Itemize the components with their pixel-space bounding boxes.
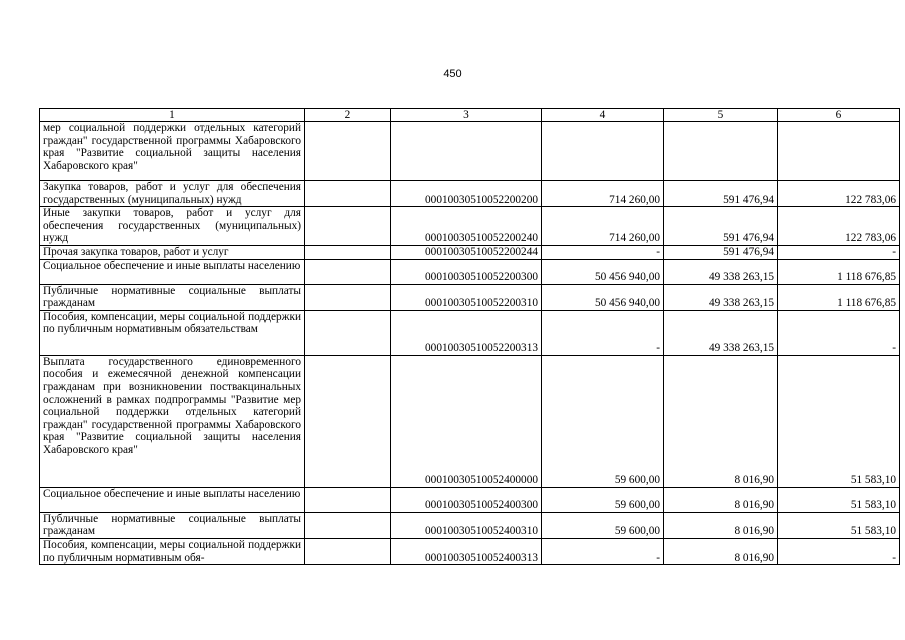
row-code-cell: 00010030510052400310 [391, 512, 542, 538]
row-col4-cell: 714 260,00 [542, 207, 664, 246]
column-header: 4 [542, 109, 664, 122]
row-code-cell: 00010030510052400000 [391, 355, 542, 487]
table-row [40, 245, 900, 259]
row-col6-cell: 122 783,06 [778, 181, 900, 207]
row-name-cell: Закупка товаров, работ и услуг для обеспечения государственных (муниципальных) нужд [40, 181, 305, 207]
table-header-row [40, 109, 900, 122]
row-col6-cell: 122 783,06 [778, 207, 900, 246]
row-col5-cell: 591 476,94 [664, 181, 778, 207]
table-row [40, 355, 900, 487]
row-code-cell: 00010030510052200313 [391, 310, 542, 355]
table-row [40, 181, 900, 207]
row-col4-cell: 59 600,00 [542, 355, 664, 487]
row-col4-cell: 59 600,00 [542, 487, 664, 512]
row-name-cell: Выплата государственного единовременного пособия и ежемесячной денежной компенсации гражданам при возникновении поствакцинальных осложнений в рамках подпрограммы "Развитие мер социальной поддержки отдельных категорий граждан" государственной программы Хабаровского края "Развитие социальной защиты населения Хабаровского края" [40, 355, 305, 487]
row-col2-cell [305, 245, 391, 259]
row-code-cell: 00010030510052400300 [391, 487, 542, 512]
row-col4-cell [542, 122, 664, 181]
table-row [40, 512, 900, 538]
column-header: 2 [305, 109, 391, 122]
row-name-cell: Социальное обеспечение и иные выплаты населению [40, 487, 305, 512]
row-col2-cell [305, 207, 391, 246]
row-col5-cell: 8 016,90 [664, 487, 778, 512]
row-col4-cell: - [542, 538, 664, 564]
table-row [40, 310, 900, 355]
row-col2-cell [305, 310, 391, 355]
row-col5-cell: 49 338 263,15 [664, 284, 778, 310]
row-col6-cell: 51 583,10 [778, 512, 900, 538]
row-col6-cell: - [778, 538, 900, 564]
column-header: 6 [778, 109, 900, 122]
row-code-cell: 00010030510052200240 [391, 207, 542, 246]
row-col6-cell: 51 583,10 [778, 355, 900, 487]
row-col2-cell [305, 487, 391, 512]
row-code-cell [391, 122, 542, 181]
row-col4-cell: 714 260,00 [542, 181, 664, 207]
row-col5-cell: 49 338 263,15 [664, 259, 778, 284]
row-code-cell: 00010030510052200300 [391, 259, 542, 284]
row-col5-cell [664, 122, 778, 181]
row-col6-cell: - [778, 245, 900, 259]
table-row [40, 259, 900, 284]
row-col6-cell [778, 122, 900, 181]
row-col6-cell: - [778, 310, 900, 355]
row-col6-cell: 1 118 676,85 [778, 259, 900, 284]
row-name-cell: Пособия, компенсации, меры социальной поддержки по публичным нормативным обя- [40, 538, 305, 564]
row-code-cell: 00010030510052400313 [391, 538, 542, 564]
row-name-cell: Пособия, компенсации, меры социальной поддержки по публичным нормативным обязательствам [40, 310, 305, 355]
row-col4-cell: - [542, 245, 664, 259]
row-col5-cell: 591 476,94 [664, 245, 778, 259]
table-row [40, 122, 900, 181]
row-name-cell: Прочая закупка товаров, работ и услуг [40, 245, 305, 259]
table-row [40, 538, 900, 564]
row-col5-cell: 49 338 263,15 [664, 310, 778, 355]
row-name-cell: Иные закупки товаров, работ и услуг для обеспечения государственных (муниципальных) нужд [40, 207, 305, 246]
row-col4-cell: 50 456 940,00 [542, 284, 664, 310]
row-col2-cell [305, 512, 391, 538]
row-code-cell: 00010030510052200244 [391, 245, 542, 259]
row-name-cell: Социальное обеспечение и иные выплаты населению [40, 259, 305, 284]
column-header: 3 [391, 109, 542, 122]
row-col2-cell [305, 284, 391, 310]
budget-table [39, 108, 900, 565]
row-name-cell: мер социальной поддержки отдельных категорий граждан" государственной программы Хабаровского края "Развитие социальной защиты населения Хабаровского края" [40, 122, 305, 181]
row-col4-cell: - [542, 310, 664, 355]
column-header: 1 [40, 109, 305, 122]
row-col6-cell: 1 118 676,85 [778, 284, 900, 310]
row-col5-cell: 8 016,90 [664, 355, 778, 487]
row-col4-cell: 50 456 940,00 [542, 259, 664, 284]
row-col5-cell: 591 476,94 [664, 207, 778, 246]
row-code-cell: 00010030510052200310 [391, 284, 542, 310]
row-name-cell: Публичные нормативные социальные выплаты гражданам [40, 512, 305, 538]
row-col6-cell: 51 583,10 [778, 487, 900, 512]
row-col2-cell [305, 538, 391, 564]
row-col4-cell: 59 600,00 [542, 512, 664, 538]
row-code-cell: 00010030510052200200 [391, 181, 542, 207]
row-name-cell: Публичные нормативные социальные выплаты гражданам [40, 284, 305, 310]
row-col2-cell [305, 181, 391, 207]
row-col2-cell [305, 122, 391, 181]
page-number: 450 [443, 68, 462, 80]
row-col5-cell: 8 016,90 [664, 538, 778, 564]
table-row [40, 487, 900, 512]
table-row [40, 284, 900, 310]
row-col2-cell [305, 259, 391, 284]
table-row [40, 207, 900, 246]
column-header: 5 [664, 109, 778, 122]
row-col5-cell: 8 016,90 [664, 512, 778, 538]
row-col2-cell [305, 355, 391, 487]
